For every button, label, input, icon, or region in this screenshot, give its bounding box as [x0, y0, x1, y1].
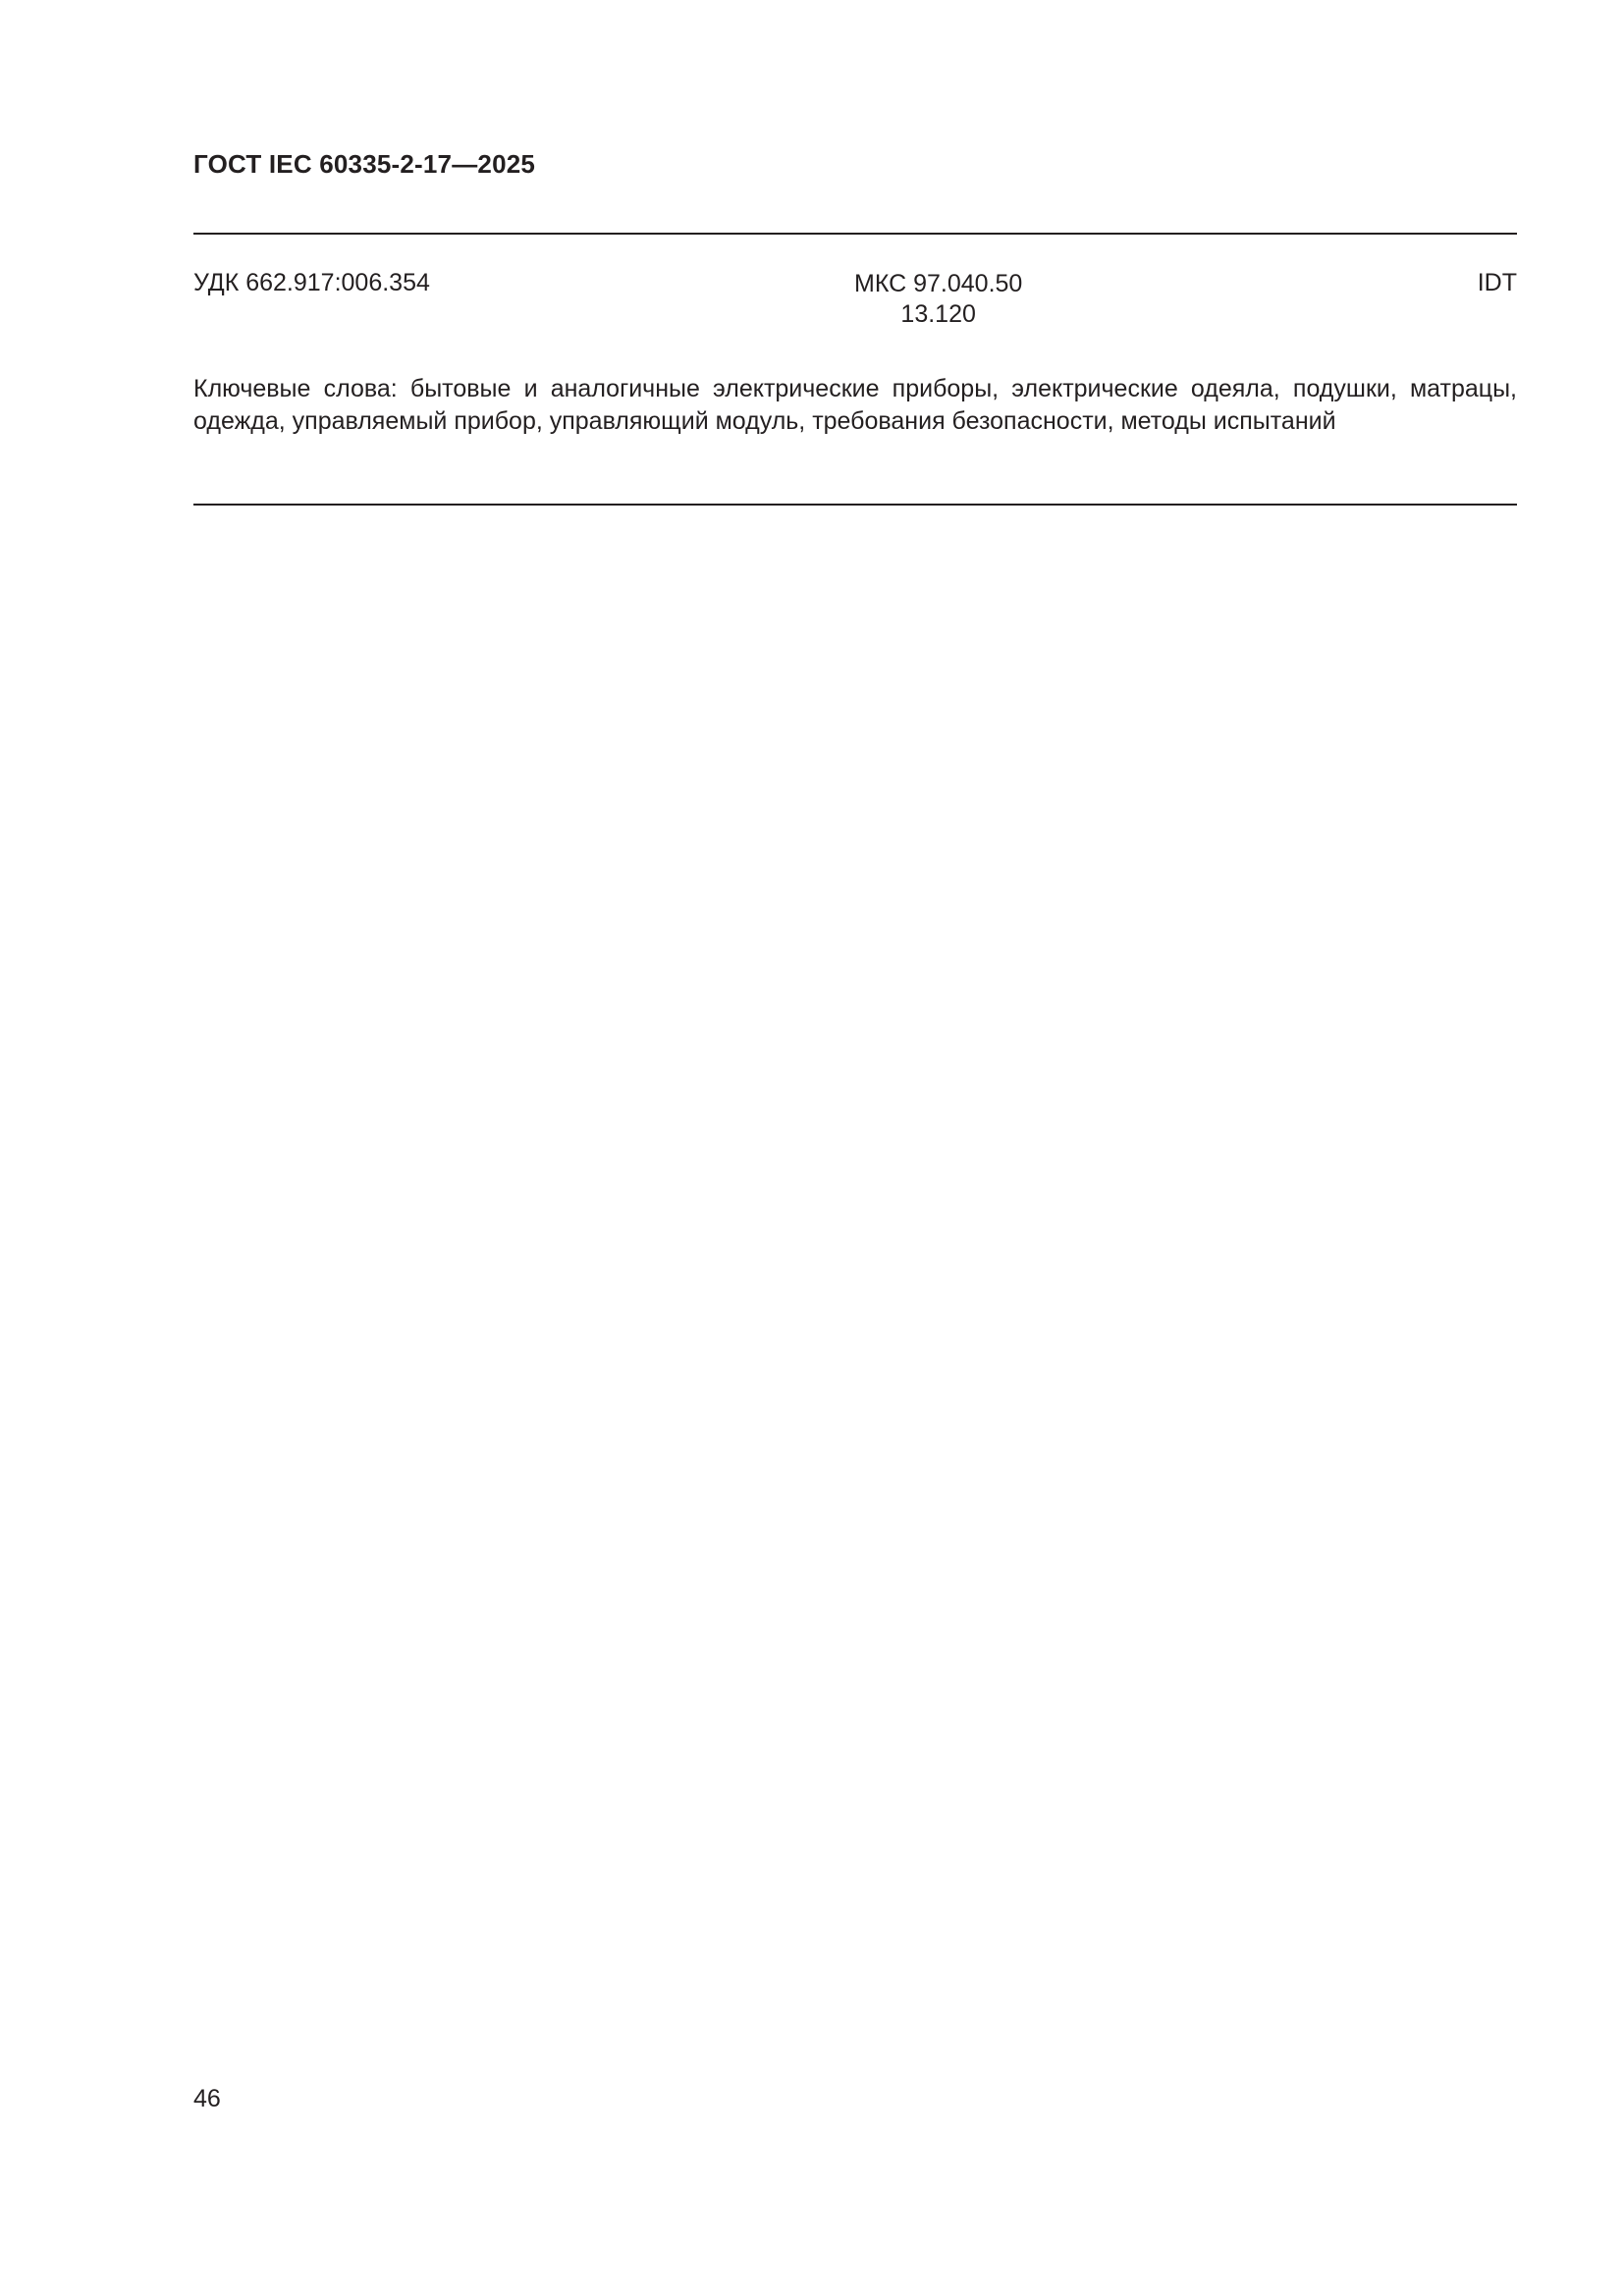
udk-code: УДК 662.917:006.354 [193, 269, 430, 296]
top-divider [193, 233, 1517, 235]
mks-codes [854, 269, 1022, 330]
bottom-divider [193, 504, 1517, 506]
mks-code-secondary: 13.120 [900, 300, 976, 328]
conformity-degree: IDT [1477, 269, 1517, 296]
keywords-paragraph: Ключевые слова: бытовые и аналогичные электрические приборы, электрические одеяла, подушки, матрацы, одежда, управляемый прибор, управляющий модуль, требования безопасности, методы испытаний [193, 375, 1517, 435]
page-number: 46 [193, 2085, 221, 2112]
mks-code-primary: МКС 97.040.50 [854, 270, 1023, 297]
standard-designation: ГОСТ IEC 60335-2-17—2025 [193, 149, 536, 179]
